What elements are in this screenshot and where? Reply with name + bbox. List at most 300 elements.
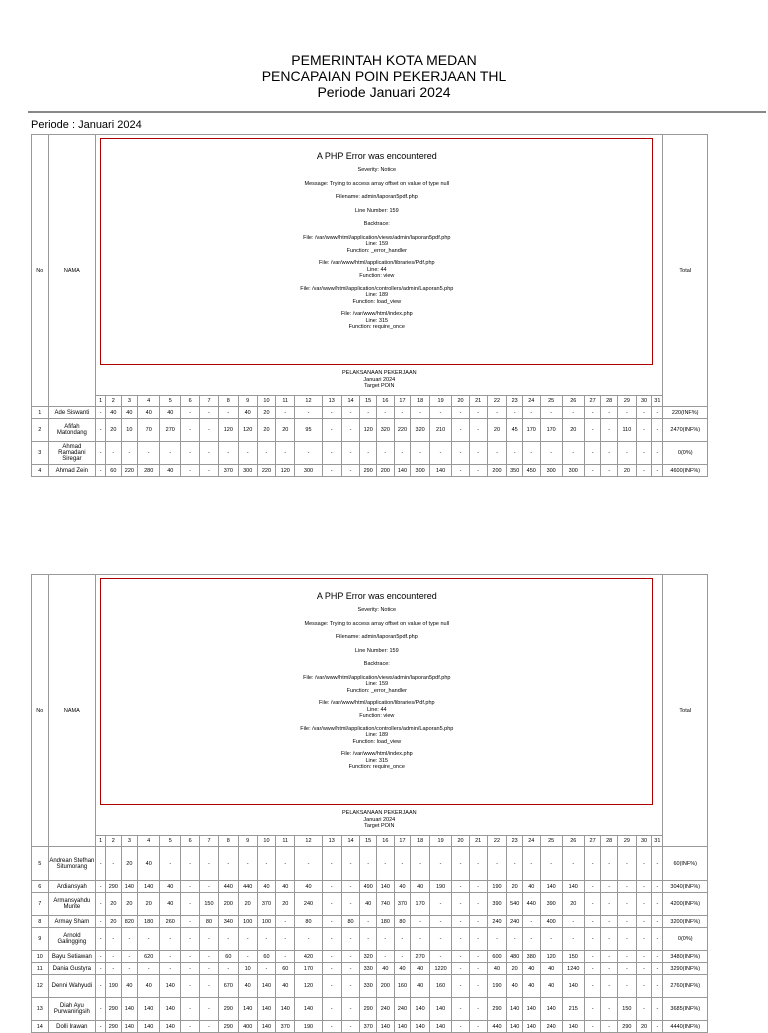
day-value: 290 <box>360 465 377 477</box>
day-value: - <box>238 928 257 951</box>
day-value: - <box>276 847 295 881</box>
day-header: 31 <box>652 396 663 407</box>
day-header: 12 <box>295 396 323 407</box>
day-value: 170 <box>411 893 430 916</box>
day-value: 140 <box>121 1021 138 1033</box>
row-nama: Bayu Setiawan <box>48 951 96 963</box>
day-value: - <box>394 442 411 465</box>
day-value: 20 <box>562 419 584 442</box>
row-no: 14 <box>32 1021 49 1033</box>
day-header: 6 <box>181 396 200 407</box>
day-value: - <box>276 407 295 419</box>
day-value: 120 <box>276 465 295 477</box>
day-value: - <box>584 893 601 916</box>
day-value: - <box>341 998 360 1021</box>
day-value: 290 <box>360 998 377 1021</box>
php-error-severity: Severity: Notice <box>357 167 397 173</box>
day-value: 40 <box>394 963 411 975</box>
day-value: 370 <box>360 1021 377 1033</box>
day-value: - <box>452 881 470 893</box>
day-value: 140 <box>540 881 562 893</box>
pelaksanaan-target: Target POIN <box>364 383 395 389</box>
row-no: 5 <box>32 847 49 881</box>
day-value: 210 <box>430 419 452 442</box>
day-value: - <box>96 893 106 916</box>
day-value: - <box>121 963 138 975</box>
day-value: - <box>452 893 470 916</box>
day-value: - <box>106 847 121 881</box>
day-header: 1 <box>96 396 106 407</box>
day-value: - <box>257 442 276 465</box>
day-value: 300 <box>238 465 257 477</box>
day-value: - <box>601 916 618 928</box>
day-value: - <box>322 1021 341 1033</box>
day-value: - <box>200 975 219 998</box>
day-value: 820 <box>121 916 138 928</box>
day-value: 215 <box>562 998 584 1021</box>
day-header: 26 <box>562 396 584 407</box>
day-header: 18 <box>411 396 430 407</box>
day-value: 140 <box>238 998 257 1021</box>
day-value: 20 <box>257 407 276 419</box>
php-backtrace-line: Line: 159 <box>365 681 389 687</box>
day-value: - <box>584 951 601 963</box>
day-value: - <box>652 951 663 963</box>
day-header: 3 <box>121 836 138 847</box>
day-value: 140 <box>507 1021 522 1033</box>
day-value: 150 <box>200 893 219 916</box>
day-value: - <box>652 847 663 881</box>
row-nama: Dolli Irawan <box>48 1021 96 1033</box>
day-value: 20 <box>276 419 295 442</box>
day-value: 70 <box>138 419 160 442</box>
day-value: - <box>562 407 584 419</box>
day-header: 2 <box>106 836 121 847</box>
php-backtrace-frame <box>101 675 652 695</box>
day-value: 80 <box>200 916 219 928</box>
day-value: - <box>322 893 341 916</box>
day-header: 11 <box>276 396 295 407</box>
day-value: - <box>200 998 219 1021</box>
day-value: 140 <box>121 998 138 1021</box>
day-value: 260 <box>160 916 181 928</box>
pelaksanaan-title: PELAKSANAAN PEKERJAAN <box>342 810 417 816</box>
day-value: 300 <box>295 465 323 477</box>
day-value: - <box>341 951 360 963</box>
php-backtrace-frame <box>101 726 652 746</box>
day-value: - <box>360 916 377 928</box>
day-value: - <box>341 465 360 477</box>
day-value: 40 <box>106 407 121 419</box>
row-total: 2760(INF%) <box>663 975 708 998</box>
day-header: 28 <box>601 836 618 847</box>
day-value: - <box>200 465 219 477</box>
php-error-severity: Severity: Notice <box>357 607 397 613</box>
day-value: - <box>584 407 601 419</box>
row-total: 60(INF%) <box>663 847 708 881</box>
day-value: 20 <box>106 893 121 916</box>
day-value: - <box>601 419 618 442</box>
day-value: 330 <box>360 963 377 975</box>
day-value: 440 <box>487 1021 507 1033</box>
day-value: - <box>430 928 452 951</box>
day-value: - <box>181 847 200 881</box>
day-value: 20 <box>106 419 121 442</box>
php-error-backtrace: Backtrace: <box>363 221 390 227</box>
day-value: - <box>617 963 636 975</box>
day-value: - <box>601 881 618 893</box>
day-header: 27 <box>584 836 601 847</box>
day-header: 21 <box>469 836 487 847</box>
day-value: - <box>652 465 663 477</box>
php-backtrace-line: Line: 189 <box>365 292 389 298</box>
day-value: 140 <box>411 998 430 1021</box>
php-error-title: A PHP Error was encountered <box>316 151 437 161</box>
day-value: 140 <box>507 998 522 1021</box>
day-value: 440 <box>218 881 238 893</box>
pelaksanaan-month: Januari 2024 <box>363 816 396 823</box>
day-value: 290 <box>218 998 238 1021</box>
day-header: 23 <box>507 396 522 407</box>
day-value: - <box>584 998 601 1021</box>
day-value: - <box>584 975 601 998</box>
day-value: 150 <box>617 998 636 1021</box>
day-value: 740 <box>376 893 394 916</box>
day-value: - <box>584 963 601 975</box>
day-value: - <box>636 881 651 893</box>
day-value: 20 <box>617 465 636 477</box>
day-header: 2 <box>106 396 121 407</box>
day-value: 240 <box>376 998 394 1021</box>
day-value: 140 <box>394 465 411 477</box>
day-value: 20 <box>487 419 507 442</box>
day-value: 140 <box>411 1021 430 1033</box>
column-header-nama: NAMA <box>48 575 96 847</box>
day-value: - <box>295 442 323 465</box>
table-row <box>32 1021 708 1033</box>
day-value: 290 <box>106 998 121 1021</box>
day-value: 140 <box>160 1021 181 1033</box>
day-value: - <box>200 847 219 881</box>
day-value: 350 <box>507 465 522 477</box>
day-value: - <box>584 881 601 893</box>
day-value: - <box>452 963 470 975</box>
row-nama: Ade Siswanti <box>48 407 96 419</box>
day-value: - <box>636 928 651 951</box>
day-value: - <box>200 1021 219 1033</box>
day-value: - <box>96 963 106 975</box>
day-value: - <box>160 963 181 975</box>
day-value: 330 <box>360 975 377 998</box>
day-value: 20 <box>636 1021 651 1033</box>
day-value: 40 <box>121 407 138 419</box>
php-backtrace-frame <box>101 260 652 280</box>
row-total: 3685(INF%) <box>663 998 708 1021</box>
day-value: 200 <box>487 465 507 477</box>
day-value: 670 <box>218 975 238 998</box>
day-value: - <box>652 407 663 419</box>
day-value: - <box>562 847 584 881</box>
day-value: - <box>96 975 106 998</box>
day-value: - <box>469 975 487 998</box>
day-value: 390 <box>540 893 562 916</box>
day-value: - <box>636 407 651 419</box>
table-row <box>32 465 708 477</box>
day-value: - <box>601 1021 618 1033</box>
day-value: - <box>181 465 200 477</box>
day-value: - <box>469 1021 487 1033</box>
day-value: - <box>322 407 341 419</box>
day-value: 80 <box>295 916 323 928</box>
day-value: - <box>452 1021 470 1033</box>
day-value: 400 <box>238 1021 257 1033</box>
day-value: - <box>430 916 452 928</box>
day-value: - <box>652 928 663 951</box>
day-value: - <box>96 442 106 465</box>
php-error-message: Message: Trying to access array offset on value of type null <box>304 180 450 187</box>
day-value: - <box>540 928 562 951</box>
php-backtrace-line: Line: 159 <box>365 241 389 247</box>
pelaksanaan-title-block <box>96 808 662 830</box>
row-no: 9 <box>32 928 49 951</box>
periode-label: Periode : Januari 2024 <box>31 119 142 131</box>
day-value: - <box>181 963 200 975</box>
day-value: - <box>636 847 651 881</box>
day-value: - <box>452 442 470 465</box>
day-value: - <box>584 465 601 477</box>
table-row <box>32 893 708 916</box>
day-value: 140 <box>562 881 584 893</box>
header-line-1: PEMERINTAH KOTA MEDAN <box>291 52 477 68</box>
day-value: 160 <box>430 975 452 998</box>
day-value: - <box>522 916 540 928</box>
php-backtrace-file: File: /var/www/html/application/libraries/Pdf.php <box>319 260 435 266</box>
day-header: 8 <box>218 396 238 407</box>
day-value: 450 <box>522 465 540 477</box>
php-backtrace-file: File: /var/www/html/application/libraries/Pdf.php <box>319 700 435 706</box>
row-no: 3 <box>32 442 49 465</box>
day-value: 140 <box>138 1021 160 1033</box>
day-value: 290 <box>106 881 121 893</box>
day-value: 40 <box>295 881 323 893</box>
day-value: 170 <box>540 419 562 442</box>
day-value: 190 <box>487 881 507 893</box>
day-value: - <box>584 847 601 881</box>
php-backtrace-function: Function: view <box>359 273 395 279</box>
day-value: 140 <box>522 998 540 1021</box>
day-value: 120 <box>540 951 562 963</box>
day-value: - <box>138 442 160 465</box>
day-value: 10 <box>238 963 257 975</box>
day-value: - <box>430 951 452 963</box>
day-value: - <box>562 442 584 465</box>
php-backtrace-file: File: /var/www/html/application/views/admin/laporan5pdf.php <box>303 234 451 241</box>
day-value: 270 <box>411 951 430 963</box>
day-value: 240 <box>540 1021 562 1033</box>
day-value: 120 <box>218 419 238 442</box>
day-value: - <box>394 951 411 963</box>
day-value: - <box>652 1021 663 1033</box>
row-total: 220(INF%) <box>663 407 708 419</box>
day-value: - <box>487 847 507 881</box>
day-value: - <box>181 975 200 998</box>
day-header: 16 <box>376 836 394 847</box>
day-header: 24 <box>522 836 540 847</box>
row-no: 12 <box>32 975 49 998</box>
day-value: - <box>181 998 200 1021</box>
day-value: - <box>322 916 341 928</box>
day-value: 600 <box>487 951 507 963</box>
row-no: 2 <box>32 419 49 442</box>
day-header: 13 <box>322 396 341 407</box>
day-value: - <box>452 465 470 477</box>
day-value: 240 <box>487 916 507 928</box>
column-header-nama: NAMA <box>48 135 96 407</box>
day-value: - <box>181 916 200 928</box>
row-total: 2470(INF%) <box>663 419 708 442</box>
day-header: 12 <box>295 836 323 847</box>
day-value: 490 <box>360 881 377 893</box>
row-nama: Armay Sham <box>48 916 96 928</box>
day-header: 31 <box>652 836 663 847</box>
day-value: - <box>522 442 540 465</box>
day-value: 140 <box>562 1021 584 1033</box>
day-value: 380 <box>522 951 540 963</box>
day-value: 220 <box>121 465 138 477</box>
day-value: 140 <box>160 998 181 1021</box>
day-value: 140 <box>430 1021 452 1033</box>
php-error-box <box>100 138 653 365</box>
day-value: - <box>138 928 160 951</box>
day-value: - <box>430 407 452 419</box>
day-value: 40 <box>522 963 540 975</box>
day-value: 40 <box>257 881 276 893</box>
day-header: 4 <box>138 396 160 407</box>
day-value: 290 <box>106 1021 121 1033</box>
day-value: - <box>276 442 295 465</box>
day-value: - <box>636 419 651 442</box>
day-value: - <box>238 847 257 881</box>
day-value: 400 <box>540 916 562 928</box>
day-value: 370 <box>394 893 411 916</box>
day-value: - <box>469 951 487 963</box>
day-header: 19 <box>430 396 452 407</box>
day-header: 25 <box>540 836 562 847</box>
day-value: 220 <box>394 419 411 442</box>
day-header: 5 <box>160 836 181 847</box>
day-value: 40 <box>121 975 138 998</box>
php-backtrace-frame <box>101 700 652 720</box>
day-value: 100 <box>257 916 276 928</box>
day-value: 40 <box>411 881 430 893</box>
report-header <box>0 52 768 100</box>
day-header: 7 <box>200 836 219 847</box>
day-value: - <box>181 419 200 442</box>
php-backtrace-file: File: /var/www/html/application/controllers/admin/Laporan5.php <box>300 725 454 732</box>
day-value: - <box>96 951 106 963</box>
day-header: 23 <box>507 836 522 847</box>
day-value: - <box>522 847 540 881</box>
php-error-backtrace: Backtrace: <box>363 661 390 667</box>
day-value: - <box>411 916 430 928</box>
day-value: - <box>322 963 341 975</box>
table-row <box>32 963 708 975</box>
php-backtrace-frame <box>101 235 652 255</box>
day-header: 10 <box>257 836 276 847</box>
day-value: - <box>601 928 618 951</box>
day-header: 29 <box>617 396 636 407</box>
day-header: 6 <box>181 836 200 847</box>
day-value: 45 <box>507 419 522 442</box>
day-value: - <box>507 928 522 951</box>
day-value: 190 <box>430 881 452 893</box>
day-value: 95 <box>295 419 323 442</box>
php-error-line-number: Line Number: 159 <box>354 647 399 654</box>
day-value: 200 <box>218 893 238 916</box>
day-value: - <box>601 975 618 998</box>
day-value: - <box>617 881 636 893</box>
day-value: - <box>276 951 295 963</box>
day-value: 140 <box>257 1021 276 1033</box>
row-total: 3290(INF%) <box>663 963 708 975</box>
day-value: - <box>636 916 651 928</box>
day-value: 140 <box>295 998 323 1021</box>
day-value: - <box>200 963 219 975</box>
day-value: - <box>452 951 470 963</box>
day-value: 40 <box>138 847 160 881</box>
php-backtrace-function: Function: _error_handler <box>346 247 407 254</box>
day-value: - <box>106 928 121 951</box>
day-value: 140 <box>138 998 160 1021</box>
day-value: 440 <box>238 881 257 893</box>
day-value: - <box>257 847 276 881</box>
day-value: - <box>181 407 200 419</box>
column-header-no: No <box>32 135 49 407</box>
pelaksanaan-header <box>96 575 663 836</box>
row-total: 0(0%) <box>663 928 708 951</box>
day-value: 140 <box>562 975 584 998</box>
row-total: 3480(INF%) <box>663 951 708 963</box>
day-value: - <box>295 928 323 951</box>
day-value: 140 <box>430 998 452 1021</box>
day-value: - <box>218 407 238 419</box>
day-value: 140 <box>376 881 394 893</box>
day-value: - <box>181 881 200 893</box>
php-backtrace-frame <box>101 311 652 331</box>
day-value: - <box>96 465 106 477</box>
day-value: - <box>322 881 341 893</box>
day-value: 180 <box>376 916 394 928</box>
day-value: 1220 <box>430 963 452 975</box>
header-line-3: Periode Januari 2024 <box>317 84 451 100</box>
day-value: 20 <box>121 893 138 916</box>
day-value: 40 <box>160 407 181 419</box>
points-table <box>31 574 708 1033</box>
day-header: 13 <box>322 836 341 847</box>
header-divider <box>28 111 766 113</box>
day-value: - <box>160 951 181 963</box>
day-value: 110 <box>617 419 636 442</box>
day-value: - <box>540 407 562 419</box>
table-row <box>32 419 708 442</box>
php-error-filename: Filename: admin/laporan5pdf.php <box>335 194 418 200</box>
day-value: - <box>121 928 138 951</box>
day-value: - <box>601 893 618 916</box>
day-header: 20 <box>452 836 470 847</box>
day-value: - <box>96 998 106 1021</box>
day-value: 140 <box>540 998 562 1021</box>
day-value: - <box>360 407 377 419</box>
